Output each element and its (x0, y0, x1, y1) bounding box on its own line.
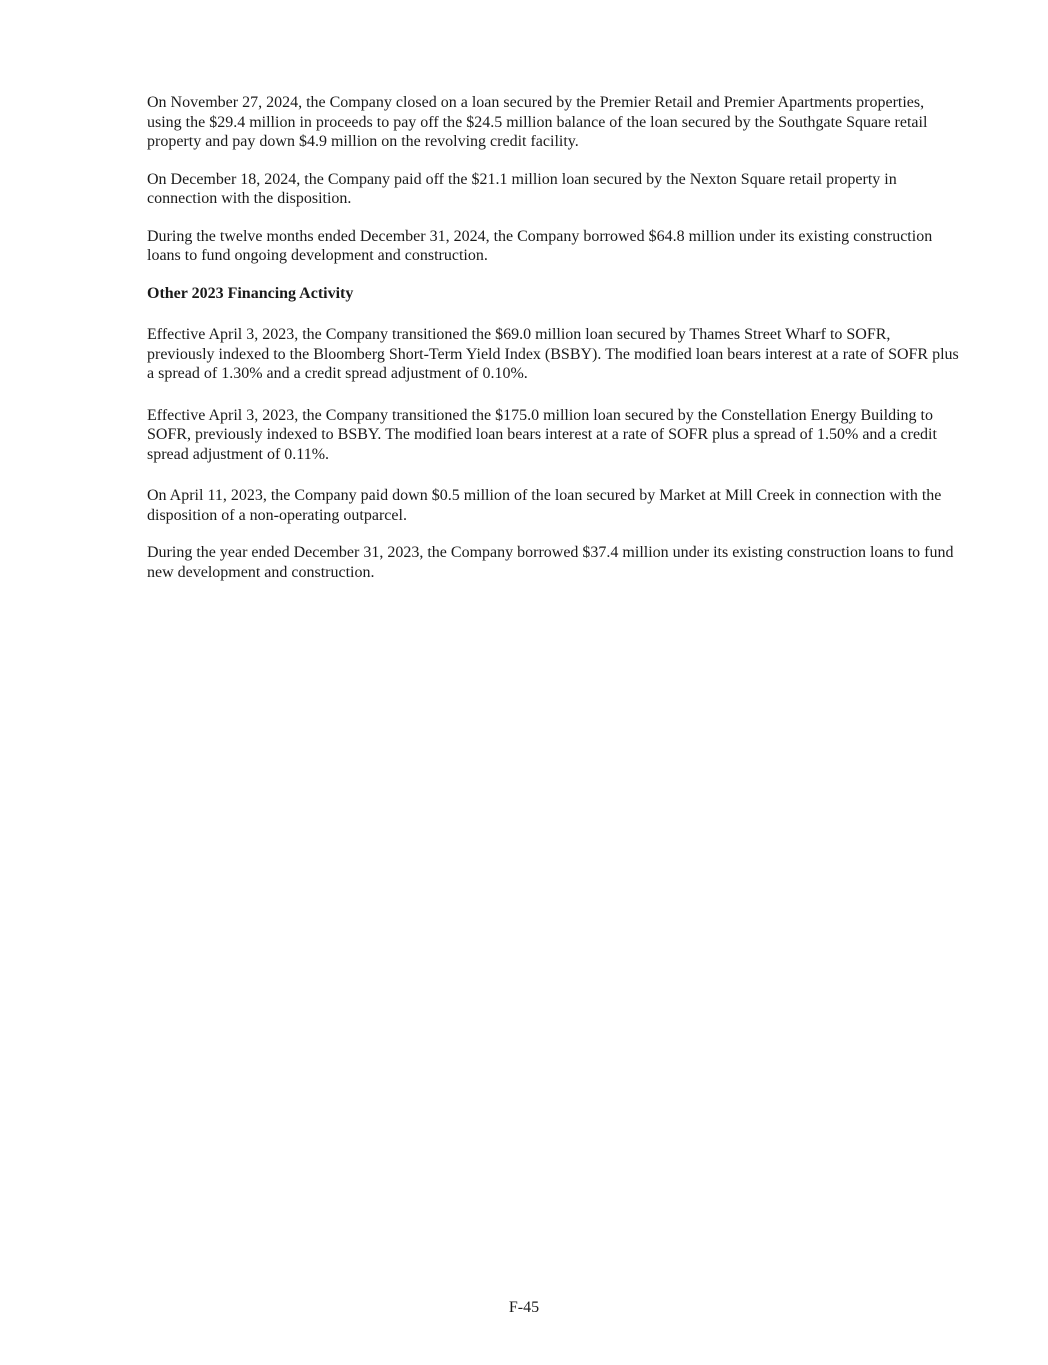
section-heading: Other 2023 Financing Activity (147, 284, 354, 302)
paragraph-november-loan: On November 27, 2024, the Company closed on a loan secured by the Premier Retail and Premier Apartments properties, using the $29.4 million in proceeds to pay off the $24.5 million balance of the loan secured by the Southgate Square retail property and pay down $4.9 million on the revolving credit facility. (147, 94, 928, 150)
paragraph-constellation-energy: Effective April 3, 2023, the Company transitioned the $175.0 million loan secured by the Constellation Energy Building to SOFR, previously indexed to BSBY. The modified loan bears interest at a rate of SOFR plus a spread of 1.50% and a credit spread adjustment of 0.11%. (147, 406, 937, 463)
paragraph-2024-borrowings: During the twelve months ended December 31, 2024, the Company borrowed $64.8 million under its existing construction loans to fund ongoing development and construction. (147, 227, 933, 264)
page-number: F-45 (508, 1299, 540, 1316)
paragraph-december-payoff: On December 18, 2024, the Company paid off the $21.1 million loan secured by the Nexton Square retail property in connection with the disposition. (147, 170, 897, 207)
document-page (147, 93, 959, 600)
paragraph-2023-borrowings: During the year ended December 31, 2023, the Company borrowed $37.4 million under its existing construction loans to fund new development and construction. (147, 544, 954, 581)
paragraph-mill-creek: On April 11, 2023, the Company paid down $0.5 million of the loan secured by Market at Mill Creek in connection with the disposition of a non-operating outparcel. (147, 487, 942, 524)
paragraph-thames-street-wharf: Effective April 3, 2023, the Company transitioned the $69.0 million loan secured by Thames Street Wharf to SOFR, previously indexed to the Bloomberg Short-Term Yield Index (BSBY). The modified loan bears interest at a rate of SOFR plus a spread of 1.30% and a credit spread adjustment of 0.10%. (147, 326, 959, 382)
